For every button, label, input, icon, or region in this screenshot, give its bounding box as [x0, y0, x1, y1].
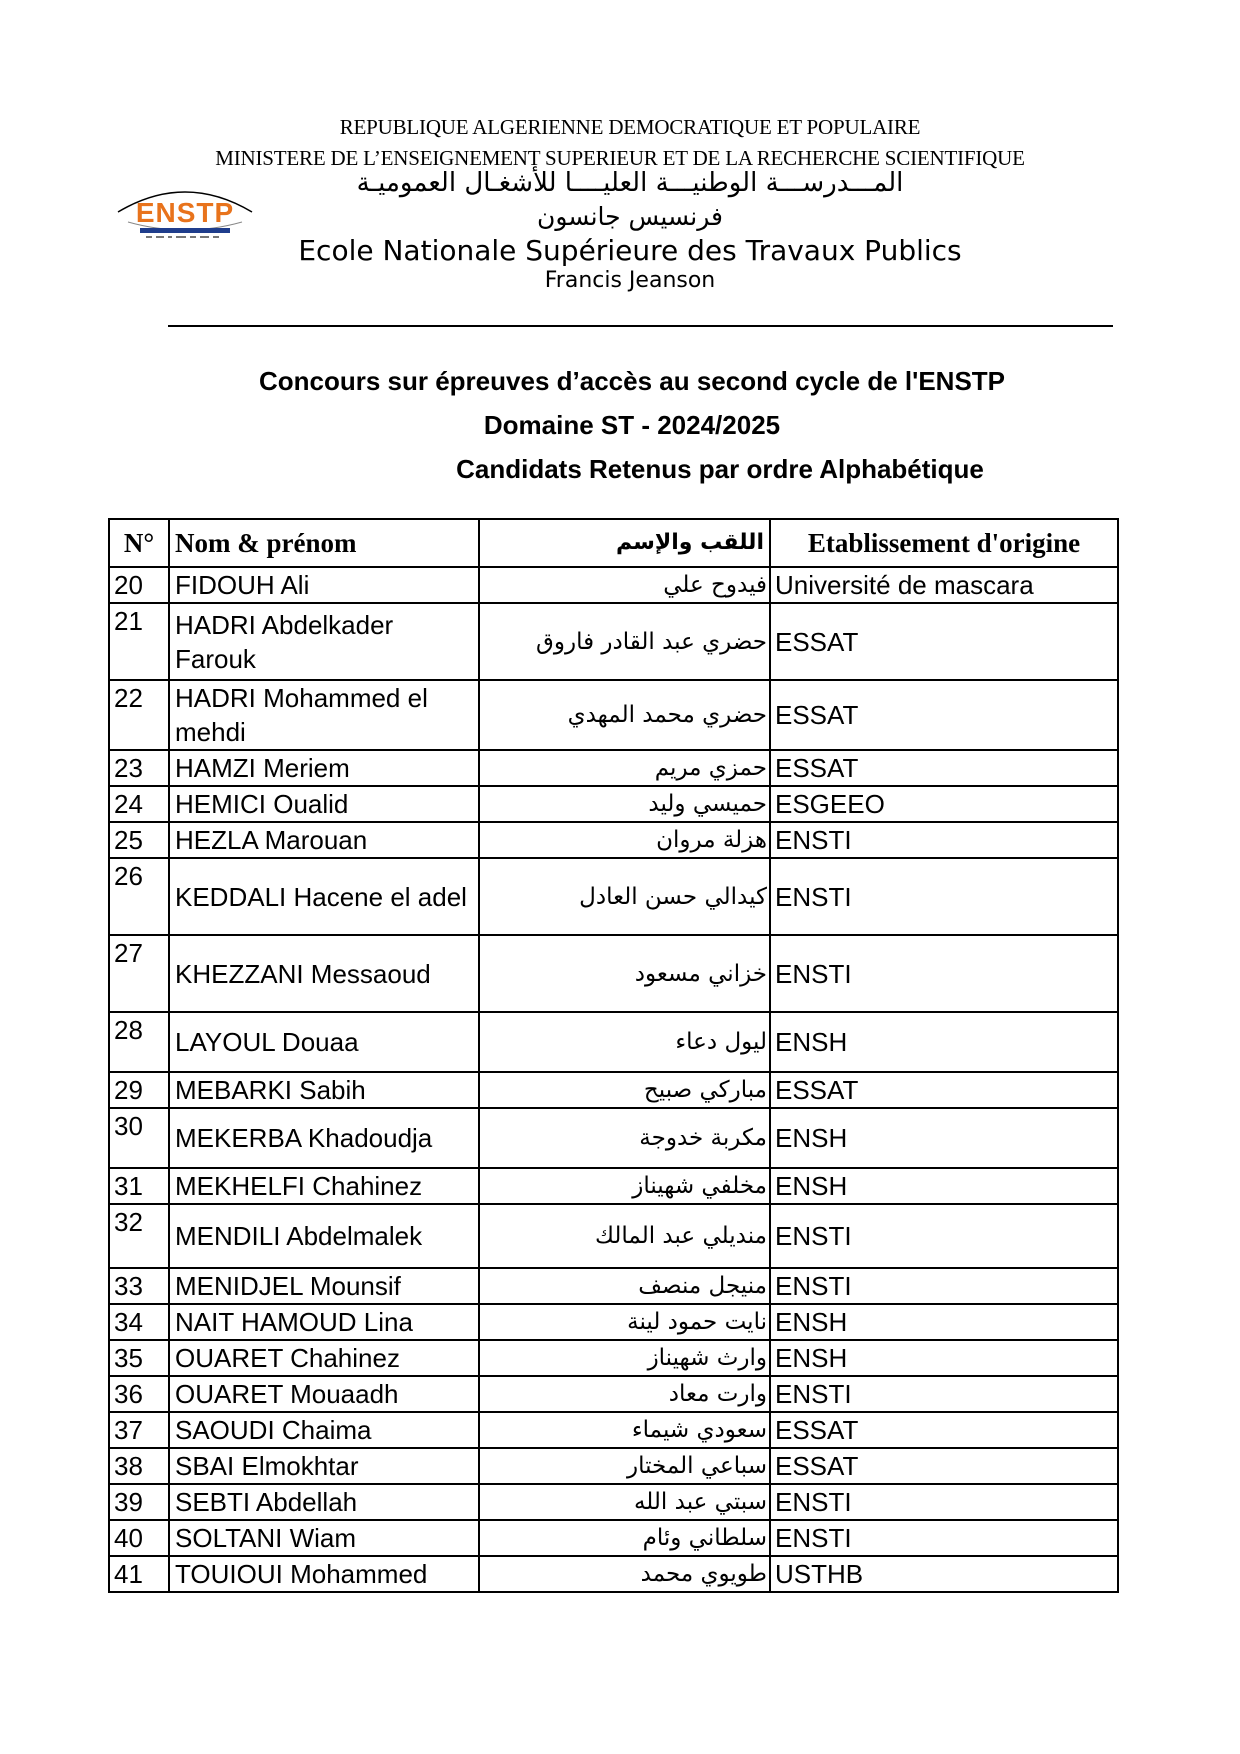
row-establishment: ENSTI	[770, 1484, 1118, 1520]
row-number: 20	[109, 567, 169, 603]
row-name-arabic: وارث شهيناز	[479, 1340, 770, 1376]
row-number: 38	[109, 1448, 169, 1484]
row-name-arabic: خزاني مسعود	[479, 935, 770, 1012]
header-establishment: Etablissement d'origine	[770, 519, 1118, 567]
row-name-french: LAYOUL Douaa	[169, 1012, 479, 1072]
row-establishment: ENSH	[770, 1340, 1118, 1376]
row-name-arabic: هزلة مروان	[479, 822, 770, 858]
row-name-french: OUARET Mouaadh	[169, 1376, 479, 1412]
table-row	[109, 1484, 1118, 1520]
row-establishment: ENSH	[770, 1304, 1118, 1340]
row-number: 37	[109, 1412, 169, 1448]
row-number: 30	[109, 1108, 169, 1168]
school-name-french: Ecole Nationale Supérieure des Travaux Publics	[298, 234, 962, 267]
logo-lettering: ENSTP	[135, 197, 235, 228]
row-number: 35	[109, 1340, 169, 1376]
row-number: 31	[109, 1168, 169, 1204]
school-subname-french: Francis Jeanson	[544, 268, 716, 293]
row-number: 26	[109, 858, 169, 935]
row-name-french: NAIT HAMOUD Lina	[169, 1304, 479, 1340]
row-number: 29	[109, 1072, 169, 1108]
logo-arabic-mark	[146, 236, 219, 238]
row-number: 40	[109, 1520, 169, 1556]
row-name-french: MEKERBA Khadoudja	[169, 1108, 479, 1168]
row-establishment: ESSAT	[770, 1072, 1118, 1108]
row-establishment: ENSTI	[770, 1376, 1118, 1412]
row-name-arabic: نايت حمود لينة	[479, 1304, 770, 1340]
row-name-french: MEBARKI Sabih	[169, 1072, 479, 1108]
row-name-arabic: ليول دعاء	[479, 1012, 770, 1072]
list-title: Candidats Retenus par ordre Alphabétique	[456, 454, 984, 484]
row-name-arabic: فيدوح علي	[479, 567, 770, 603]
row-name-arabic: حمزي مريم	[479, 750, 770, 786]
row-name-arabic: مكربة خدوجة	[479, 1108, 770, 1168]
row-establishment: ENSTI	[770, 1520, 1118, 1556]
table-header-row	[109, 519, 1118, 567]
row-name-french: OUARET Chahinez	[169, 1340, 479, 1376]
domain-title: Domaine ST - 2024/2025	[483, 410, 781, 440]
row-number: 24	[109, 786, 169, 822]
table-row	[109, 1556, 1118, 1592]
row-establishment: ESSAT	[770, 603, 1118, 680]
table-row	[109, 858, 1118, 935]
row-establishment: ENSTI	[770, 1268, 1118, 1304]
row-name-french: KEDDALI Hacene el adel	[169, 858, 479, 935]
row-establishment: ENSH	[770, 1108, 1118, 1168]
ministry-heading: MINISTERE DE L’ENSEIGNEMENT SUPERIEUR ET DE LA RECHERCHE SCIENTIFIQUE	[215, 146, 1025, 170]
row-establishment: ENSTI	[770, 1204, 1118, 1268]
table-row	[109, 1012, 1118, 1072]
row-establishment: ENSTI	[770, 822, 1118, 858]
republic-heading: REPUBLIQUE ALGERIENNE DEMOCRATIQUE ET POPULAIRE	[339, 115, 921, 139]
candidates-table	[108, 518, 1119, 1593]
row-name-french: SOLTANI Wiam	[169, 1520, 479, 1556]
row-name-french: KHEZZANI Messaoud	[169, 935, 479, 1012]
row-name-french: MENDILI Abdelmalek	[169, 1204, 479, 1268]
row-number: 34	[109, 1304, 169, 1340]
row-name-arabic: سلطاني وئام	[479, 1520, 770, 1556]
row-name-arabic: منيجل منصف	[479, 1268, 770, 1304]
table-row	[109, 1340, 1118, 1376]
table-row	[109, 1168, 1118, 1204]
row-number: 28	[109, 1012, 169, 1072]
table-row	[109, 786, 1118, 822]
row-establishment: ESSAT	[770, 1412, 1118, 1448]
row-name-french: MENIDJEL Mounsif	[169, 1268, 479, 1304]
row-establishment: ESSAT	[770, 750, 1118, 786]
row-name-arabic: سبتي عبد الله	[479, 1484, 770, 1520]
row-name-arabic: حميسي وليد	[479, 786, 770, 822]
table-row	[109, 1448, 1118, 1484]
table-row	[109, 750, 1118, 786]
row-name-french: HAMZI Meriem	[169, 750, 479, 786]
row-name-arabic: طويوي محمد	[479, 1556, 770, 1592]
row-establishment: ESSAT	[770, 680, 1118, 750]
row-name-french: HADRI Abdelkader Farouk	[169, 603, 479, 680]
row-name-arabic: سعودي شيماء	[479, 1412, 770, 1448]
table-row	[109, 935, 1118, 1012]
row-name-french: HEZLA Marouan	[169, 822, 479, 858]
table-row	[109, 1376, 1118, 1412]
row-name-arabic: مباركي صبيح	[479, 1072, 770, 1108]
table-row	[109, 603, 1118, 680]
header-number: N°	[109, 519, 169, 567]
row-name-french: HADRI Mohammed el mehdi	[169, 680, 479, 750]
row-name-arabic: حضري محمد المهدي	[479, 680, 770, 750]
row-name-arabic: مخلفي شهيناز	[479, 1168, 770, 1204]
row-number: 22	[109, 680, 169, 750]
row-name-arabic: حضري عبد القادر فاروق	[479, 603, 770, 680]
row-establishment: Université de mascara	[770, 567, 1118, 603]
row-name-french: FIDOUH Ali	[169, 567, 479, 603]
row-establishment: ESSAT	[770, 1448, 1118, 1484]
row-number: 41	[109, 1556, 169, 1592]
table-row	[109, 1520, 1118, 1556]
row-name-arabic: سباعي المختار	[479, 1448, 770, 1484]
row-establishment: ENSTI	[770, 935, 1118, 1012]
row-establishment: ENSH	[770, 1168, 1118, 1204]
table-row	[109, 1204, 1118, 1268]
school-subname-arabic: فرنسيس جانسون	[537, 202, 723, 231]
row-number: 21	[109, 603, 169, 680]
row-name-french: HEMICI Oualid	[169, 786, 479, 822]
row-number: 23	[109, 750, 169, 786]
row-establishment: ENSTI	[770, 858, 1118, 935]
row-number: 39	[109, 1484, 169, 1520]
table-row	[109, 1304, 1118, 1340]
row-number: 25	[109, 822, 169, 858]
table-row	[109, 822, 1118, 858]
row-establishment: ENSH	[770, 1012, 1118, 1072]
row-name-french: MEKHELFI Chahinez	[169, 1168, 479, 1204]
contest-title: Concours sur épreuves d’accès au second cycle de l'ENSTP	[258, 366, 1006, 396]
row-name-french: SEBTI Abdellah	[169, 1484, 479, 1520]
table-row	[109, 1412, 1118, 1448]
table-row	[109, 1108, 1118, 1168]
table-row	[109, 1268, 1118, 1304]
row-name-french: TOUIOUI Mohammed	[169, 1556, 479, 1592]
row-number: 27	[109, 935, 169, 1012]
header-divider	[168, 325, 1113, 327]
logo-bar	[140, 228, 230, 233]
header-name-arabic: اللقب والإسم	[479, 519, 770, 567]
row-number: 32	[109, 1204, 169, 1268]
row-establishment: ESGEEO	[770, 786, 1118, 822]
table-row	[109, 1072, 1118, 1108]
row-number: 36	[109, 1376, 169, 1412]
table-row	[109, 567, 1118, 603]
row-name-french: SAOUDI Chaima	[169, 1412, 479, 1448]
row-name-arabic: وارت معاد	[479, 1376, 770, 1412]
row-name-french: SBAI Elmokhtar	[169, 1448, 479, 1484]
header-name-french: Nom & prénom	[169, 519, 479, 567]
table-row	[109, 680, 1118, 750]
row-name-arabic: كيدالي حسن العادل	[479, 858, 770, 935]
row-name-arabic: منديلي عبد المالك	[479, 1204, 770, 1268]
school-name-arabic: المـــدرســـة الوطنيـــة العليــــا للأشغـال العموميـة	[356, 168, 904, 198]
row-number: 33	[109, 1268, 169, 1304]
enstp-logo	[110, 178, 260, 250]
row-establishment: USTHB	[770, 1556, 1118, 1592]
